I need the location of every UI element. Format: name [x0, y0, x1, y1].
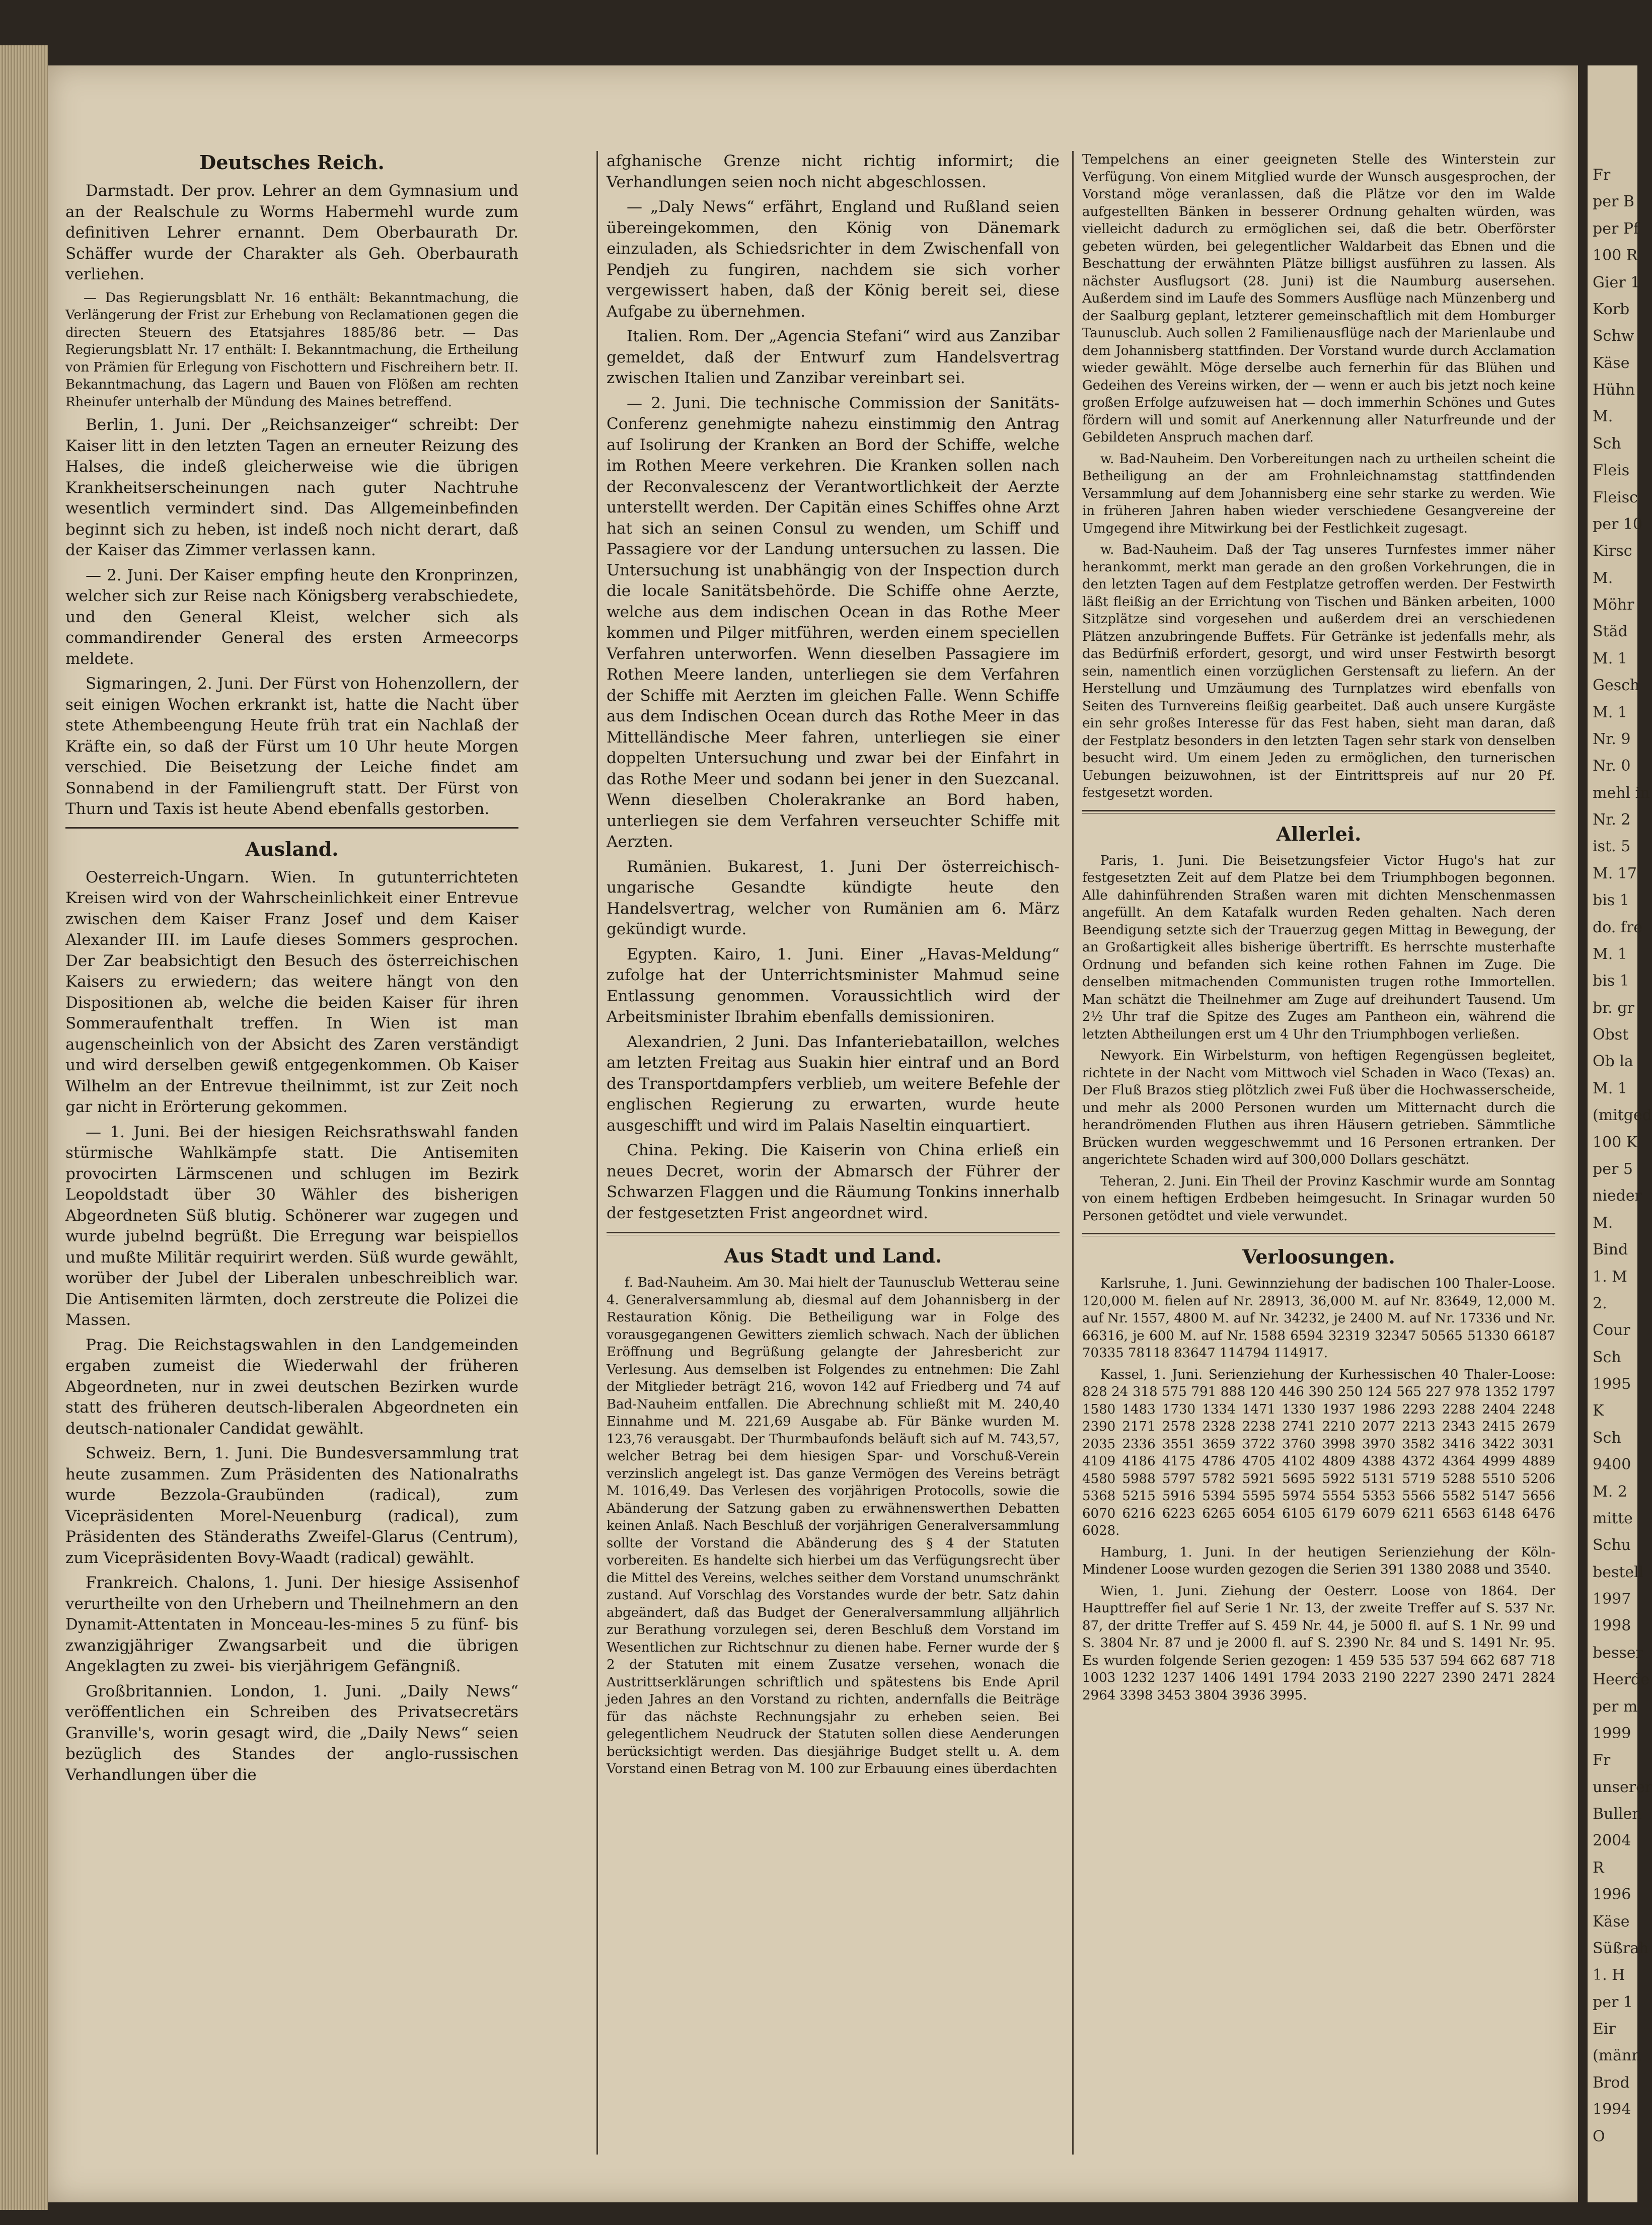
article-teheran: Teheran, 2. Juni. Ein Theil der Provinz Kaschmir wurde am Sonntag von einem heftigen Erdbeben heimgesucht. In Srinagar wurden 50 Personen getödtet und viele verwundet. — [1082, 1173, 1555, 1224]
article-reichsrathswahl: — 1. Juni. Bei der hiesigen Reichsrathswahl fanden stürmische Wahlkämpfe statt. Die Antisemiten provocirten Lärmscenen und schlugen im Bezirk Leopoldstadt über 30 Wähler des bisherigen Abgeordneten Süß blutig. Schönerer war zugegen und wurde jubelnd begrüßt. Die Erregung war beispiellos und mußte Militär requirirt werden. Süß wurde gewählt, worüber der Jubel der Liberalen unbeschreiblich war. Die Antisemiten lärmten, doch zerstreute die Polizei die Massen. — [65, 1123, 518, 1329]
article-oesterreich: Oesterreich-Ungarn. Wien. In gutunterrichteten Kreisen wird von der Wahrscheinlichkeit einer Entrevue zwischen dem Kaiser Franz Josef und dem Kaiser Alexander III. im Laufe dieses Sommers gesprochen. Der Zar beabsichtigt den Besuch des österreichischen Kaisers zu erwiedern; das weitere hängt von den Dispositionen ab, welche die beiden Kaiser für ihren Sommeraufenthalt treffen. In Wien ist man augenscheinlich von der Absicht des Zaren verständigt und wird derselben gewiß entgegenkommen. Ob Kaiser Wilhelm an der Entrevue theilnimmt, ist zur Zeit noch gar nicht in Erörterung gekommen. — [65, 868, 518, 1116]
adjacent-page-text: nieder — [1593, 1187, 1642, 1205]
article-darmstadt: Darmstadt. Der prov. Lehrer an dem Gymnasium und an der Realschule zu Worms Habermehl wurde zum definitiven Lehrer ernannt. Dem Oberbaurath Dr. Schäffer wurde der Charakter als Geh. Oberbaurath verliehen. — [65, 182, 518, 283]
adjacent-page-text: unserer — [1593, 1778, 1652, 1796]
adjacent-page-text: 1999 — [1593, 1725, 1631, 1742]
adjacent-page-text: Bullen — [1593, 1805, 1642, 1823]
article-taunusclub-cont: Tempelchens an einer geeigneten Stelle des Winterstein zur Verfügung. Von einem Mitglied wurde der Wunsch ausgesprochen, der Vorstand möge veranlassen, daß die Plätze vor den im Walde aufgestellten Bänken in besserer Ordnung gehalten würden, was vielleicht dadurch zu ermöglichen sei, daß die betr. Oberförster gebeten würden, bei gelegentlicher Waldarbeit das Ebnen und die Beschattung der erwähnten Plätze billigst ausführen zu lassen. Als nächster Ausflugsort (28. Juni) ist die Naumburg ausersehen. Außerdem sind im Laufe des Sommers Ausflüge nach Münzenberg und der Saalburg geplant, letzterer gemeinschaftlich mit dem Homburger Taunusclub. Auch sollen 2 Familienausflüge nach der Marienlaube und dem Johannisberg stattfinden. Der Vorstand wurde durch Acclamation wieder gewählt. Möge derselbe auch fernerhin für das Blühen und Gedeihen des Vereins wirken, der — wenn er auch bis jetzt noch keine großen Erfolge aufzuweisen hat — doch immerhin Schönes und Gutes fördern will und somit auf Anerkennung aller Naturfreunde und der Gebildeten Anspruch machen darf. — [1082, 152, 1555, 445]
adjacent-page-text: bis 1 — [1593, 972, 1629, 990]
adjacent-page-text: Nr. 2 — [1593, 811, 1631, 829]
adjacent-page-text: 100 K — [1593, 1134, 1638, 1151]
adjacent-page-text: Süßrah — [1593, 1940, 1649, 1957]
article-nauheim-versammlung: w. Bad-Nauheim. Den Vorbereitungen nach zu urtheilen scheint die Betheiligung an der am Frohnleichnamstag stattfindenden Versammlung auf dem Johannisberg eine sehr starke zu werden. Wie in früheren Jahren haben wieder verschiedene Gesangvereine der Umgegend ihre Mitwirkung bei der Festlichkeit zugesagt. — [1082, 451, 1555, 536]
article-sigmaringen: Sigmaringen, 2. Juni. Der Fürst von Hohenzollern, der seit einigen Wochen erkrankt ist, hatte die Nacht über stete Athembeengung Heute früh trat ein Nachlaß der Kräfte ein, so daß der Fürst um 10 Uhr heute Morgen verschied. Die Beisetzung der Leiche findet am Sonnabend in der Familiengruft statt. Der Fürst von Thurn und Taxis ist heute Abend ebenfalls gestorben. — [65, 675, 518, 818]
article-sanitaets-conferenz: — 2. Juni. Die technische Commission der Sanitäts-Conferenz genehmigte nahezu einstimmig den Antrag auf Isolirung der Kranken an Bord der Schiffe, welche im Rothen Meere verkehren. Die Kranken sollen nach der Reconvalescenz der Verantwortlichkeit der Aerzte unterstellt werden. Der Capitän eines Schiffes ohne Arzt hat sich an seinen Consul zu wenden, um Schiff und Passagiere vor der Landung untersuchen zu lassen. Die Untersuchung ist unabhängig von der Inspection durch die locale Sanitätsbehörde. Die Schiffe ohne Aerzte, welche aus dem indischen Ocean in das Rothe Meer kommen und Pilger mitführen, werden einem speciellen Verfahren unterworfen. Wenn dieselben Passagiere im Rothen Meere landen, unterliegen sie dem Verfahren der Schiffe mit Aerzten im gleichen Falle. Wenn Schiffe aus dem Indischen Ocean durch das Rothe Meer in das Mittelländische Meer fahren, unterliegen sie einer doppelten Untersuchung und zwar bei der Einfahrt in das Rothe Meer und sodann bei jener in den Suezcanal. Wenn dieselben Cholerakranke an Bord haben, unterliegen sie dem Verfahren verseuchter Schiffe mit Aerzten. — [607, 394, 1060, 851]
article-karlsruhe: Karlsruhe, 1. Juni. Gewinnziehung der badischen 100 Thaler-Loose. 120,000 M. fielen auf Nr. 28913, 36,000 M. auf Nr. 83649, 12,000 M. auf Nr. 1557, 4800 M. auf Nr. 34232, je 2400 M. auf Nr. 17336 und Nr. 66316, je 600 M. auf Nr. 1588 6594 32319 32347 50565 51330 66187 70335 78118 83647 114794 114917. — [1082, 1276, 1555, 1361]
article-italien: Italien. Rom. Der „Agencia Stefani“ wird aus Zanzibar gemeldet, daß der Entwurf zum Handelsvertrag zwischen Italien und Zanzibar vereinbart sei. — [607, 327, 1060, 387]
adjacent-page-text: 1. H — [1593, 1966, 1625, 1984]
section-divider — [607, 1232, 1060, 1235]
section-divider — [65, 827, 518, 829]
adjacent-page-text: Schu — [1593, 1536, 1631, 1554]
adjacent-page-text: Heerde — [1593, 1671, 1649, 1688]
article-china: China. Peking. Die Kaiserin von China erließ ein neues Decret, worin der Abmarsch der Führer der Schwarzen Flaggen und die Räumung Tonkins innerhalb der festgesetzten Frist angeordnet wird. — [607, 1141, 1060, 1222]
adjacent-page-text: Fr — [1593, 166, 1611, 184]
adjacent-page-text: Käse — [1593, 1913, 1630, 1931]
adjacent-page-text: 2004 — [1593, 1832, 1631, 1849]
section-divider — [1082, 810, 1555, 813]
article-hamburg: Hamburg, 1. Juni. In der heutigen Serienziehung der Köln-Mindener Loose wurden gezogen die Serien 391 1380 2088 und 3540. — [1082, 1544, 1555, 1577]
adjacent-page-text: Obst — [1593, 1026, 1629, 1044]
adjacent-page-text: per 10 — [1593, 515, 1643, 533]
adjacent-page-text: M. 1 — [1593, 945, 1627, 963]
adjacent-page-text: Nr. 0 — [1593, 757, 1631, 775]
article-taunusclub: f. Bad-Nauheim. Am 30. Mai hielt der Taunusclub Wetterau seine 4. Generalversammlung ab, diesmal auf dem Johannisberg in der Restauration König. Die Betheiligung war in Folge des vorausgegangenen Gewitters ziemlich schwach. Nach der üblichen Eröffnung und Begrüßung gelangte der Jahresbericht zur Verlesung. Aus demselben ist Folgendes zu entnehmen: Die Zahl der Mitglieder beträgt 216, wovon 142 auf Friedberg und 74 auf Bad-Nauheim entfallen. Die Abrechnung schließt mit M. 240,40 Einnahme und M. 221,69 Ausgabe ab. Für Bänke wurden M. 123,76 verausgabt. Der Thurmbaufonds beläuft sich auf M. 743,57, welcher Betrag bei dem hiesigen Spar- und Vorschuß-Verein verzinslich angelegt ist. Das ganze Vermögen des Vereins beträgt M. 1016,49. Das Verlesen des vorjährigen Protocolls, sowie die Abänderung der Satzung gaben zu erwähnenswerthen Debatten keinen Anlaß. Nach Beschluß der vorjährigen Generalversammlung sollte der Vorstand die Abänderung des § 4 der Statuten vorbereiten. Es handelte sich hierbei um das Verfügungsrecht über die Mittel des Vereins, welches seither dem Vorstand unumschränkt zustand. Auf Vorschlag des Vorstandes wurde der betr. Satz dahin abgeändert, daß das Budget der Generalversammlung alljährlich zur Berathung vorzulegen sei, deren Beschluß dem Vorstand im Wesentlichen zur Richtschnur zu dienen habe. Ferner wurde der § 2 der Statuten mit einem Zusatze versehen, wonach die Austrittserklärungen schriftlich und spätestens bis Ende April jeden Jahres an den Vorstand zu richten, andernfalls die Beiträge für das nächste Rechnungsjahr zu erheben seien. Bei gelegentlichem Neudruck der Statuten sollen diese Aenderungen berücksichtigt werden. Das diesjährige Budget stellt u. A. dem Vorstand einen Betrag von M. 100 zur Erbauung eines überdachten — [607, 1275, 1060, 1776]
adjacent-page-text: Städ — [1593, 623, 1628, 640]
adjacent-page-text: per Pf — [1593, 220, 1639, 238]
adjacent-page-text: M. 2 — [1593, 1483, 1627, 1501]
article-newyork: Newyork. Ein Wirbelsturm, von heftigen Regengüssen begleitet, richtete in der Nacht vom Mittwoch viel Schaden in Waco (Texas) an. Der Fluß Brazos stieg plötzlich zwei Fuß über die Hochwasserscheide, und mehr als 2000 Personen wurden um Mitternacht durch die herandrömenden Fluthen aus ihren Häusern getrieben. Sämmtliche Brücken wurden weggeschwemmt und 16 Personen ertranken. Der angerichtete Schaden wird auf 300,000 Dollars geschätzt. — [1082, 1048, 1555, 1167]
adjacent-page-text: Brod — [1593, 2074, 1630, 2092]
article-grossbritannien: Großbritannien. London, 1. Juni. „Daily News“ veröffentlichen ein Schreiben des Privatsecretärs Granville's, worin gesagt wird, die „Daily News“ seien bezüglich des Standes der anglo-russischen Verhandlungen über die — [65, 1682, 518, 1784]
adjacent-page-text: Käse — [1593, 354, 1630, 372]
adjacent-page-text: Gier 1 — [1593, 274, 1640, 291]
adjacent-page-fragment — [1586, 65, 1652, 2202]
adjacent-page-text: Eir — [1593, 2020, 1616, 2038]
adjacent-page-text: 1. M — [1593, 1268, 1627, 1286]
article-berlin-2: — 2. Juni. Der Kaiser empfing heute den Kronprinzen, welcher sich zur Reise nach Königsberg verabschiedete, und den General Kleist, welcher sich als commandirender General des ersten Armeecorps meldete. — [65, 566, 518, 668]
adjacent-page-text: M. — [1593, 569, 1613, 587]
adjacent-page-text: Cour — [1593, 1321, 1630, 1339]
article-regierungsblatt: — Das Regierungsblatt Nr. 16 enthält: Bekanntmachung, die Verlängerung der Frist zur Erhebung von Reclamationen gegen die directen Steuern des Etatsjahres 1885/86 betr. — Das Regierungsblatt Nr. 17 enthält: I. Bekanntmachung, die Ertheilung von Prämien für Erlegung von Fischottern und Fischreihern betr. II. Bekanntmachung, das Lagern und Bauen von Flößen am rechten Rheinufer unterhalb der Mündung des Maines betreffend. — [65, 290, 518, 410]
column-rule-2 — [1072, 151, 1074, 2155]
adjacent-page-text: 1997 — [1593, 1590, 1631, 1608]
adjacent-page-text: Sch — [1593, 1429, 1621, 1447]
adjacent-page-text: Fleisc — [1593, 489, 1638, 506]
article-nauheim-turnfest: w. Bad-Nauheim. Daß der Tag unseres Turnfestes immer näher herankommt, merkt man gerade an den großen Vorkehrungen, die in den letzten Tagen auf dem Festplatze getroffen werden. Der Festwirth läßt fleißig an der Errichtung von Tischen und Bänken arbeiten, 1000 Sitzplätze sind vorgesehen und außerdem drei an verschiedenen Plätzen anzubringende Buffets. Für Getränke ist jedenfalls mehr, als das Bedürfniß erfordert, gesorgt, und wird unser Festwirth besorgt sein, namentlich einen vorzüglichen Gerstensaft zu liefern. An der Herstellung und Umzäumung des Turnplatzes wird ebenfalls von Seiten des Turnvereins fleißig gearbeitet. Daß auch unsere Kurgäste ein sehr großes Interesse für das Fest haben, sieht man daran, daß der Festplatz besonders in den letzten Tagen sehr stark von denselben besucht wird. Um einem Jeden zu ermöglichen, den turnerischen Uebungen beizuwohnen, ist der Eintrittspreis auf nur 20 Pf. festgesetzt worden. — [1082, 542, 1555, 800]
adjacent-page-text: per B — [1593, 193, 1634, 210]
adjacent-page-text: Möhr — [1593, 596, 1634, 614]
adjacent-page-text: M. — [1593, 408, 1613, 425]
adjacent-page-text: 9400 — [1593, 1456, 1631, 1473]
article-prag: Prag. Die Reichstagswahlen in den Landgemeinden ergaben zumeist die Wiederwahl der früheren Abgeordneten, nur in zwei deutschen Bezirken wurde statt des früheren deutsch-liberalen Abgeordneten ein deutsch-nationaler Candidat gewählt. — [65, 1336, 518, 1438]
adjacent-page-text: Gesch — [1593, 677, 1640, 694]
adjacent-page-text: K — [1593, 1402, 1604, 1420]
adjacent-page-text: bis 1 — [1593, 892, 1629, 909]
adjacent-page-text: 1996 — [1593, 1886, 1631, 1903]
adjacent-page-text: per m — [1593, 1698, 1638, 1716]
section-title-deutsches-reich: Deutsches Reich. — [199, 151, 385, 174]
adjacent-page-text: 1998 — [1593, 1617, 1631, 1635]
adjacent-page-text: Sch — [1593, 435, 1621, 453]
adjacent-page-text: do. fre — [1593, 919, 1643, 936]
adjacent-page-text: Fleis — [1593, 462, 1630, 479]
adjacent-page-text: mehl in — [1593, 784, 1650, 802]
article-paris: Paris, 1. Juni. Die Beisetzungsfeier Victor Hugo's hat zur festgesetzten Zeit auf dem Platze bei dem Triumphbogen begonnen. Alle dahinführenden Straßen waren mit dichten Menschenmassen angefüllt. An dem Katafalk wurden Reden gehalten. Nach deren Beendigung setzte sich der Trauerzug gegen Mittag in Bewegung, der an Großartigkeit alles bisherige übertrifft. Es herrschte musterhafte Ordnung und befanden sich keine rothen Fahnen im Zuge. Die denselben mitmachenden Communisten trugen rothe Immortellen. Man schätzt die Theilnehmer am Zuge auf dreihundert Tausend. Um 2½ Uhr traf die Spitze des Zuges am Pantheon ein, während die letzten Abtheilungen erst um 4 Uhr den Triumphbogen verließen. — [1082, 853, 1555, 1042]
column-3 — [1082, 151, 1555, 1708]
adjacent-page-text: mitte — [1593, 1510, 1633, 1527]
book-page-edge — [0, 45, 48, 2210]
adjacent-page-text: Ob la — [1593, 1053, 1633, 1070]
article-egypten: Egypten. Kairo, 1. Juni. Einer „Havas-Meldung“ zufolge hat der Unterrichtsminister Mahmud seine Entlassung genommen. Voraussichtlich wird der Arbeitsminister Ibrahim ebenfalls demissioniren. — [607, 945, 1060, 1026]
adjacent-page-text: br. gr — [1593, 999, 1634, 1017]
section-title-aus-stadt-und-land: Aus Stadt und Land. — [724, 1244, 942, 1267]
adjacent-page-text: O — [1593, 2128, 1605, 2145]
adjacent-page-text: M. 1 — [1593, 704, 1627, 721]
adjacent-page-text: 100 R — [1593, 247, 1638, 264]
adjacent-page-text: per 5 — [1593, 1160, 1633, 1178]
article-schweiz: Schweiz. Bern, 1. Juni. Die Bundesversammlung trat heute zusammen. Zum Präsidenten des Nationalraths wurde Bezzola-Graubünden (radical), zum Vicepräsidenten Morel-Neuenburg (radical), zum Präsidenten des Ständeraths Zweifel-Glarus (Centrum), zum Vicepräsidenten Bovy-Waadt (radical) gewählt. — [65, 1444, 518, 1567]
adjacent-page-text: M. 1 — [1593, 1080, 1627, 1097]
adjacent-page-text: Korb — [1593, 301, 1630, 318]
adjacent-page-text: M. 17 — [1593, 865, 1637, 882]
article-kassel: Kassel, 1. Juni. Serienziehung der Kurhessischen 40 Thaler-Loose: 828 24 318 575 791 888 120 446 390 250 124 565 227 978 1352 1797 1580 1483 1730 1334 1471 1330 1937 1986 2293 2288 2404 2248 2390 2171 2578 2328 2238 2741 2210 2077 2213 2343 2415 2679 2035 2336 3551 3659 3722 3760 3998 3970 3582 3416 3422 3031 4109 4186 4175 4786 4705 4102 4809 4388 4372 4364 4999 4889 4580 5988 5797 5782 5921 5695 5922 5131 5719 5288 5510 5206 5368 5215 5916 5394 5595 5974 5554 5353 5566 5582 5147 5656 6070 6216 6223 6265 6054 6105 6179 6079 6211 6563 6148 6476 6028. — [1082, 1367, 1555, 1538]
section-title-ausland: Ausland. — [245, 837, 339, 860]
adjacent-page-text: 1994 — [1593, 2101, 1631, 2118]
adjacent-page-text: M. — [1593, 1214, 1613, 1232]
article-wien-loose: Wien, 1. Juni. Ziehung der Oesterr. Loose von 1864. Der Haupttreffer fiel auf Serie 1 Nr. 13, der zweite Treffer auf S. 537 Nr. 87, der dritte Treffer auf S. 459 Nr. 44, je 5000 fl. auf S. 1 Nr. 99 und S. 3804 Nr. 87 und je 2000 fl. auf S. 2390 Nr. 84 und S. 1491 Nr. 95. Es wurden folgende Serien gezogen: 1 459 535 537 594 662 687 718 1003 1232 1237 1406 1491 1794 2033 2190 2227 2390 2471 2824 2964 3398 3453 3804 3936 3995. — [1082, 1583, 1555, 1703]
article-rumaenien: Rumänien. Bukarest, 1. Juni Der österreichisch-ungarische Gesandte kündigte heute den Handelsvertrag, welcher von Rumänien am 6. März gekündigt wurde. — [607, 857, 1060, 938]
column-2 — [607, 151, 1060, 1782]
article-afghan-border: afghanische Grenze nicht richtig informirt; die Verhandlungen seien noch nicht abgeschlossen. — [607, 152, 1060, 191]
column-rule-1 — [596, 151, 598, 2155]
adjacent-page-text: ist. 5 — [1593, 838, 1631, 855]
article-frankreich: Frankreich. Chalons, 1. Juni. Der hiesige Assisenhof verurtheilte von den Urhebern und Theilnehmern an den Dynamit-Attentaten in Monceau-les-mines 5 zu fünf- bis zwanzigjähriger Zwangsarbeit und die übrigen Angeklagten zu zwei- bis vierjährigem Gefängniß. — [65, 1574, 518, 1675]
adjacent-page-text: (mitged — [1593, 1106, 1652, 1124]
adjacent-page-text: (männ — [1593, 2047, 1641, 2064]
adjacent-page-text: Nr. 9 — [1593, 730, 1631, 748]
adjacent-page-text: 2. — [1593, 1295, 1607, 1312]
adjacent-page-text: per 1 — [1593, 1993, 1633, 2011]
column-1 — [65, 151, 518, 1790]
section-title-verloosungen: Verloosungen. — [1242, 1245, 1395, 1268]
adjacent-page-text: Bind — [1593, 1241, 1628, 1258]
adjacent-page-text: R — [1593, 1859, 1604, 1877]
section-title-allerlei: Allerlei. — [1276, 822, 1362, 845]
adjacent-page-text: Fr — [1593, 1751, 1611, 1769]
adjacent-page-text: Kirsc — [1593, 542, 1632, 560]
section-divider — [1082, 1233, 1555, 1236]
adjacent-page-text: Hühn — [1593, 381, 1635, 399]
adjacent-page-text: bestell — [1593, 1564, 1644, 1581]
article-alexandrien: Alexandrien, 2 Juni. Das Infanteriebataillon, welches am letzten Freitag aus Suakin hier eintraf und an Bord des Transportdampfers verblieb, um weitere Befehle der englischen Regierung zu erwarten, wurde heute ausgeschifft und wird im Palais Naseltin einquartiert. — [607, 1032, 1060, 1135]
article-daily-news: — „Daly News“ erfährt, England und Rußland seien übereingekommen, den König von Dänemark einzuladen, als Schiedsrichter in dem Zwischenfall von Pendjeh zu fungiren, nachdem sie sich vorher vergewissert haben, daß der König bereit sei, diese Aufgabe zu übernehmen. — [607, 198, 1060, 321]
adjacent-page-text: Schw — [1593, 327, 1634, 345]
adjacent-page-text: besser — [1593, 1644, 1643, 1662]
adjacent-page-text: 1995 — [1593, 1375, 1631, 1393]
article-berlin-1: Berlin, 1. Juni. Der „Reichsanzeiger“ schreibt: Der Kaiser litt in den letzten Tagen an erneuter Reizung des Halses, die indeß gleicherweise wie die übrigen Krankheitserscheinungen nach guter Nachtruhe wesentlich vermindert sind. Das Allgemeinbefinden beginnt sich zu heben, ist indeß noch nicht derart, daß der Kaiser das Zimmer verlassen kann. — [65, 416, 518, 559]
adjacent-page-text: M. 1 — [1593, 650, 1627, 668]
adjacent-page-text: Sch — [1593, 1349, 1621, 1366]
